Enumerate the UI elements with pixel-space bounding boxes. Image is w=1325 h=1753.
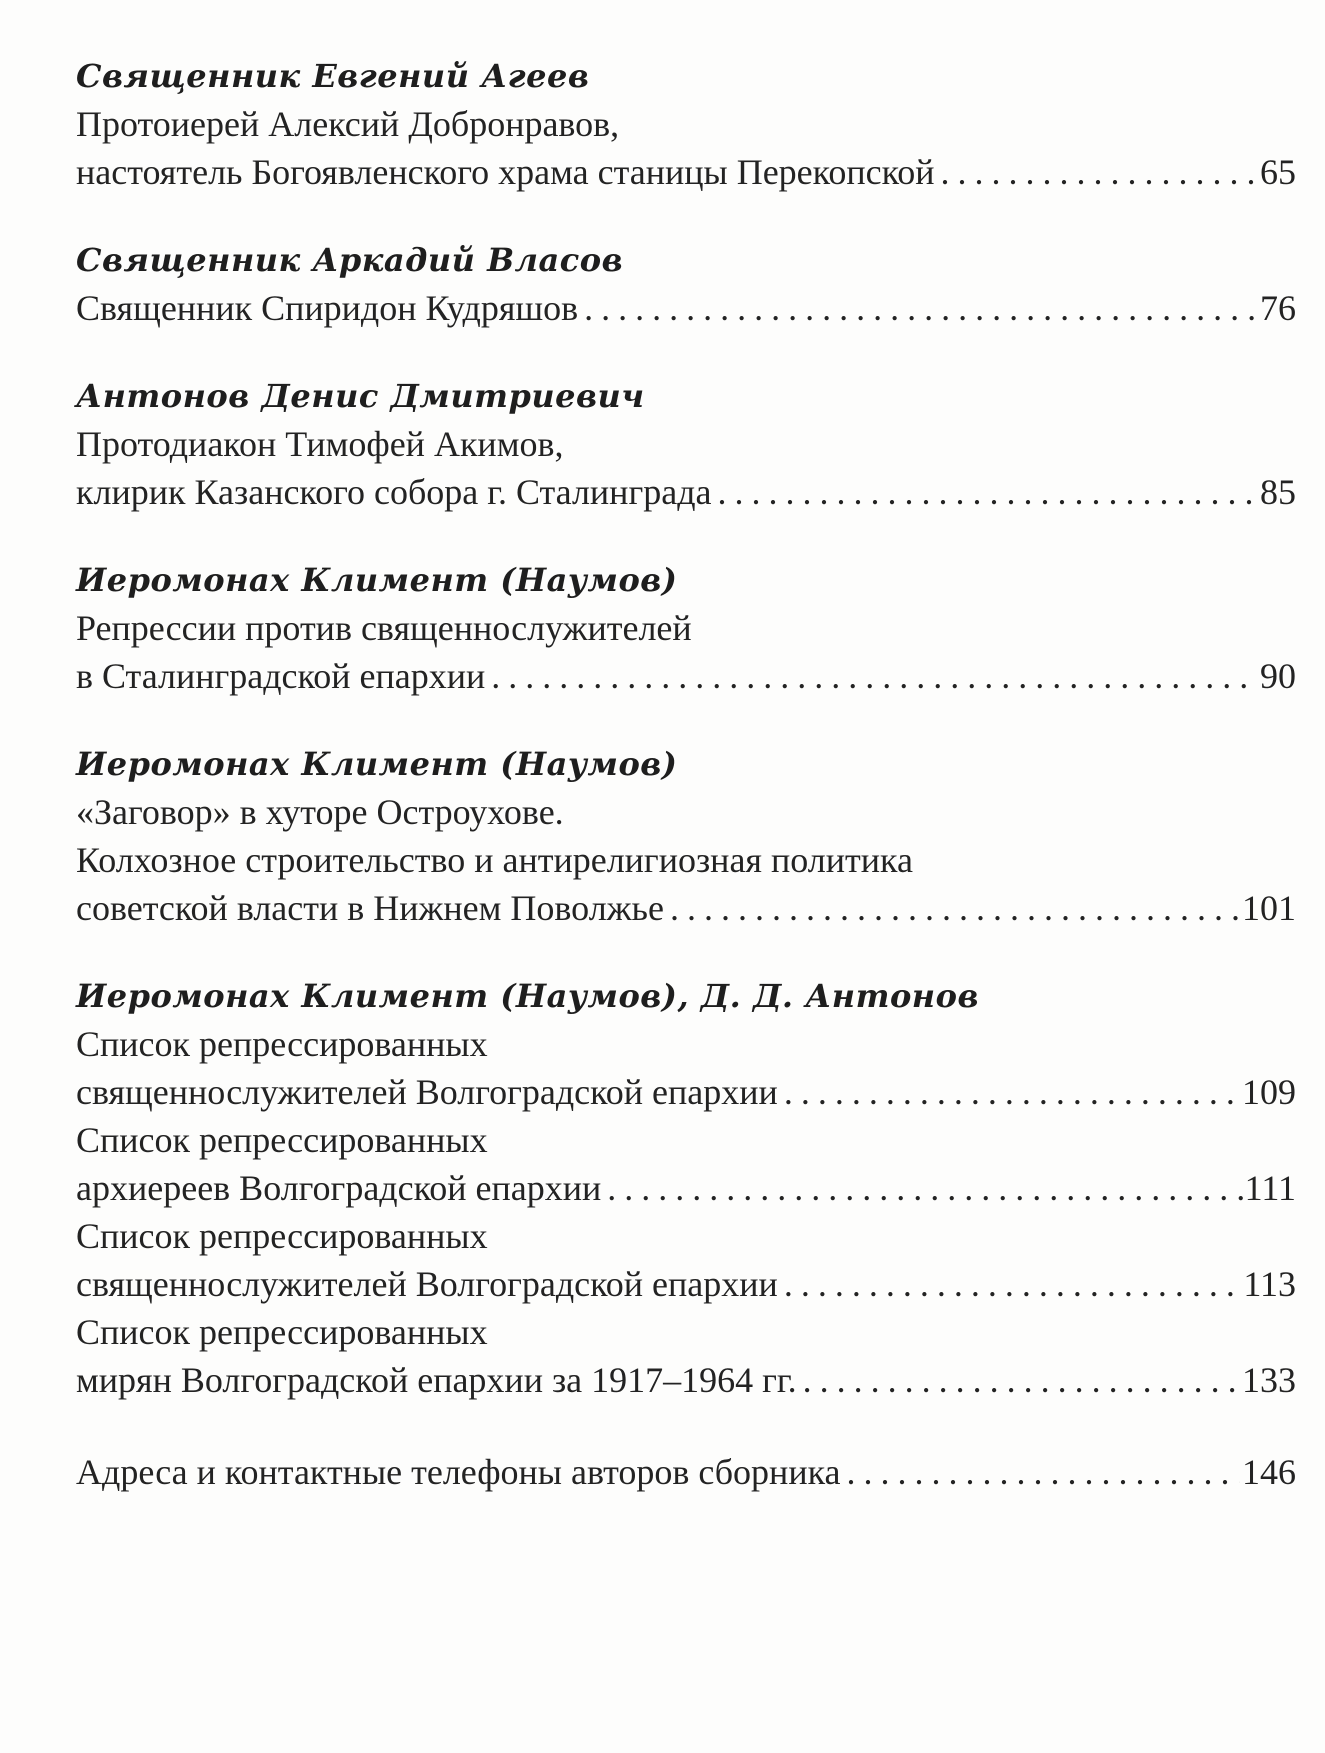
- dot-leader: [784, 1260, 1242, 1308]
- section-author: Иеромонах Климент (Наумов): [76, 745, 678, 783]
- toc-entry[interactable]: [76, 884, 1296, 932]
- dot-leader: [584, 284, 1258, 332]
- dot-leader: [941, 148, 1259, 196]
- entry-title: клирик Казанского собора г. Сталинграда: [76, 472, 712, 512]
- page-number: 65: [1260, 152, 1296, 192]
- page-number: 111: [1244, 1168, 1296, 1208]
- toc-entry[interactable]: [76, 468, 1296, 516]
- entry-title-line: Репрессии против священнослужителей: [76, 608, 692, 648]
- toc-section: [76, 740, 1296, 932]
- dot-leader: [717, 468, 1258, 516]
- entry-title: священнослужителей Волгоградской епархии: [76, 1072, 778, 1112]
- section-spacer: [76, 516, 1296, 556]
- toc-entry[interactable]: [76, 1260, 1296, 1308]
- entry-title: мирян Волгоградской епархии за 1917–1964 гг.: [76, 1360, 797, 1400]
- entry-title: священнослужителей Волгоградской епархии: [76, 1264, 778, 1304]
- section-spacer: [76, 1404, 1296, 1448]
- page-number: 76: [1260, 288, 1296, 328]
- page-number: 109: [1242, 1072, 1296, 1112]
- entry-title-line: Колхозное строительство и антирелигиозная политика: [76, 840, 913, 880]
- dot-leader: [491, 652, 1258, 700]
- entry-title: в Сталинградской епархии: [76, 656, 486, 696]
- entry-title: советской власти в Нижнем Поволжье: [76, 888, 664, 928]
- entry-title: настоятель Богоявленского храма станицы Перекопской: [76, 152, 935, 192]
- entry-title-line: Список репрессированных: [76, 1024, 488, 1064]
- dot-leader: [784, 1068, 1240, 1116]
- section-author: Антонов Денис Дмитриевич: [76, 377, 645, 415]
- entry-title: архиереев Волгоградской епархии: [76, 1168, 602, 1208]
- entry-title-line: Протоиерей Алексий Добронравов,: [76, 104, 620, 144]
- entry-title-line: Список репрессированных: [76, 1312, 488, 1352]
- entry-title-line: «Заговор» в хуторе Остроухове.: [76, 792, 564, 832]
- entry-title: Священник Спиридон Кудряшов: [76, 288, 579, 328]
- toc-section: [76, 236, 1296, 332]
- page-number: 113: [1243, 1264, 1296, 1304]
- dot-leader: [847, 1448, 1240, 1496]
- dot-leader: [670, 884, 1240, 932]
- section-author: Иеромонах Климент (Наумов): [76, 561, 678, 599]
- page-number: 101: [1242, 888, 1296, 928]
- section-spacer: [76, 196, 1296, 236]
- toc-section: [76, 972, 1296, 1404]
- toc-entry[interactable]: [76, 1356, 1296, 1404]
- toc-entry[interactable]: [76, 652, 1296, 700]
- toc-section: [76, 372, 1296, 516]
- entry-title-line: Список репрессированных: [76, 1120, 488, 1160]
- toc-entry-authors-contacts[interactable]: [76, 1448, 1296, 1496]
- toc-section: [76, 556, 1296, 700]
- toc-entry[interactable]: [76, 284, 1296, 332]
- page-number: 85: [1260, 472, 1296, 512]
- page-number: 133: [1242, 1360, 1296, 1400]
- entry-title-line: Протодиакон Тимофей Акимов,: [76, 424, 564, 464]
- toc-section: [76, 52, 1296, 196]
- toc-entry[interactable]: [76, 1068, 1296, 1116]
- section-author: Иеромонах Климент (Наумов), Д. Д. Антонов: [76, 977, 979, 1015]
- page-number: 146: [1242, 1452, 1296, 1492]
- section-author: Священник Евгений Агеев: [76, 57, 590, 95]
- entry-title: Адреса и контактные телефоны авторов сборника: [76, 1452, 841, 1492]
- dot-leader: [607, 1164, 1242, 1212]
- section-spacer: [76, 700, 1296, 740]
- page-number: 90: [1260, 656, 1296, 696]
- section-spacer: [76, 932, 1296, 972]
- toc-entry[interactable]: [76, 148, 1296, 196]
- entry-title-line: Список репрессированных: [76, 1216, 488, 1256]
- toc-entry[interactable]: [76, 1164, 1296, 1212]
- dot-leader: [803, 1356, 1240, 1404]
- table-of-contents: [76, 52, 1296, 1496]
- section-spacer: [76, 332, 1296, 372]
- section-author: Священник Аркадий Власов: [76, 241, 624, 279]
